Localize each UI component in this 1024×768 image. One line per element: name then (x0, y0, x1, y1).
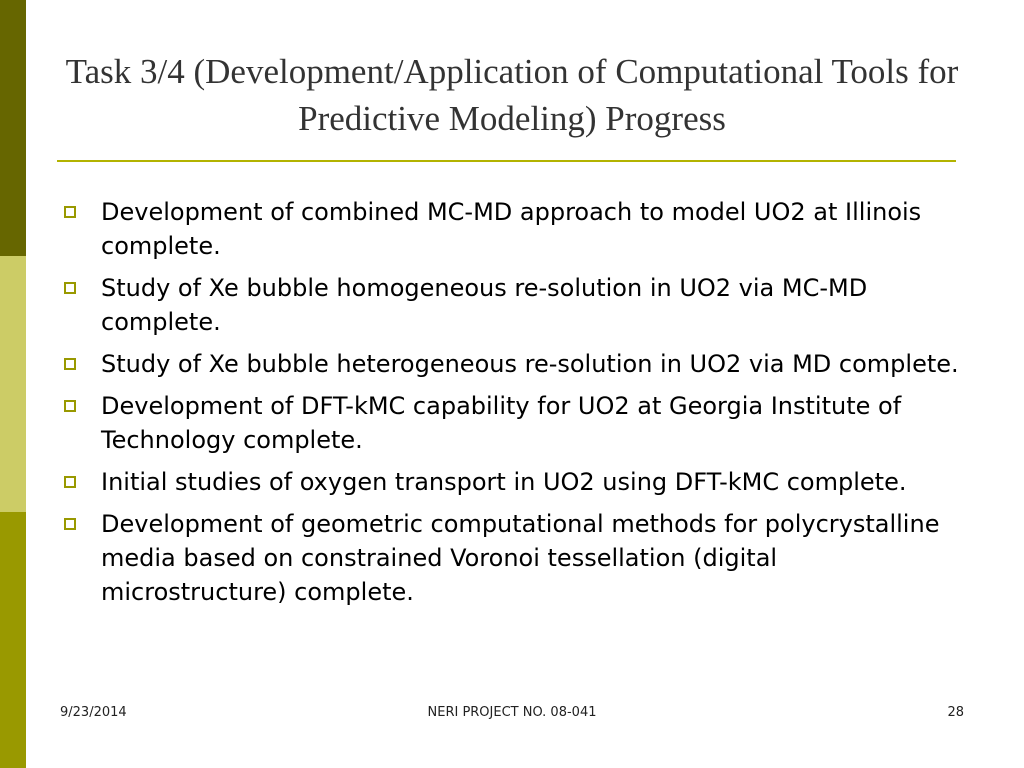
footer-date: 9/23/2014 (60, 705, 127, 720)
bullet-text: Study of Xe bubble homogeneous re-solution in UO2 via MC-MD complete. (101, 274, 868, 336)
list-item (62, 389, 962, 457)
list-item (62, 271, 962, 339)
hollow-square-bullet-icon (64, 206, 76, 218)
list-item (62, 195, 962, 263)
hollow-square-bullet-icon (64, 518, 76, 530)
bullet-text: Development of combined MC-MD approach to model UO2 at Illinois complete. (101, 198, 922, 260)
slide-title: Task 3/4 (Development/Application of Computational Tools for Predictive Modeling) Progress (65, 52, 959, 138)
list-item (62, 465, 962, 499)
list-item (62, 507, 962, 609)
hollow-square-bullet-icon (64, 358, 76, 370)
bullet-text: Initial studies of oxygen transport in UO2 using DFT-kMC complete. (101, 468, 907, 496)
bullet-list (62, 195, 962, 617)
list-item (62, 347, 962, 381)
hollow-square-bullet-icon (64, 282, 76, 294)
hollow-square-bullet-icon (64, 400, 76, 412)
left-stripe-top (0, 0, 26, 256)
bullet-text: Development of geometric computational methods for polycrystalline media based on constrained Voronoi tessellation (digital microstructure) complete. (101, 510, 940, 606)
title-divider (57, 160, 956, 162)
hollow-square-bullet-icon (64, 476, 76, 488)
bullet-text: Development of DFT-kMC capability for UO2 at Georgia Institute of Technology complete. (101, 392, 902, 454)
bullet-text: Study of Xe bubble heterogeneous re-solution in UO2 via MD complete. (101, 350, 959, 378)
left-stripe-bottom (0, 512, 26, 768)
footer-project: NERI PROJECT NO. 08-041 (427, 705, 597, 720)
left-stripe-middle (0, 256, 26, 512)
page-number: 28 (947, 705, 964, 720)
